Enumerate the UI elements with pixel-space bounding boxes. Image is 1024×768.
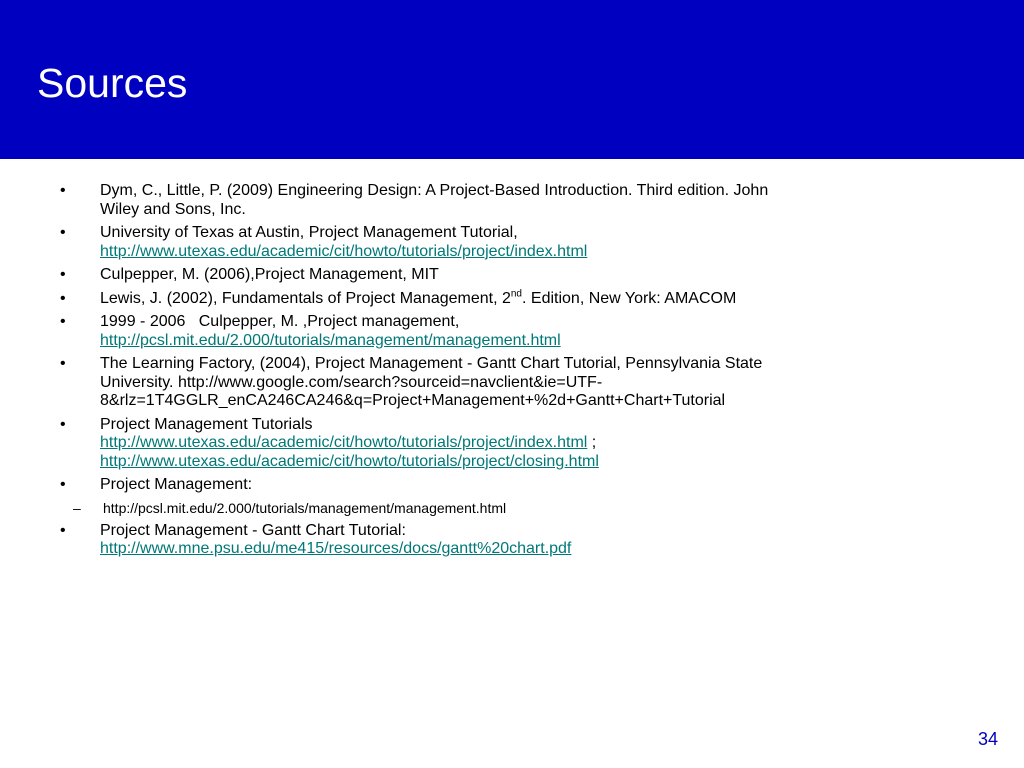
source-text: Lewis, J. (2002), Fundamentals of Project Management, 2 bbox=[100, 289, 511, 307]
source-item-dym bbox=[57, 182, 957, 219]
bullet-icon: • bbox=[60, 521, 66, 539]
source-text: Project Management - Gantt Chart Tutorial: bbox=[100, 521, 406, 539]
source-item-learning-factory bbox=[57, 355, 957, 411]
bullet-icon: • bbox=[60, 182, 66, 199]
title-bar bbox=[0, 0, 1024, 159]
source-item-gantt bbox=[57, 522, 957, 559]
source-text: Project Management: bbox=[100, 476, 253, 493]
source-link-utexas-closing[interactable]: http://www.utexas.edu/academic/cit/howto/tutorials/project/closing.html bbox=[100, 452, 599, 470]
source-text: University. http://www.google.com/search?sourceid=navclient&ie=UTF- bbox=[100, 373, 603, 391]
source-text: The Learning Factory, (2004), Project Management - Gantt Chart Tutorial, Pennsylvania State bbox=[100, 355, 763, 372]
source-item-pm-tutorials bbox=[57, 416, 957, 472]
page-number: 34 bbox=[977, 729, 998, 749]
bullet-icon: • bbox=[60, 224, 66, 241]
source-subitem-text: http://pcsl.mit.edu/2.000/tutorials/management/management.html bbox=[103, 499, 507, 516]
source-text: University of Texas at Austin, Project Management Tutorial, bbox=[100, 224, 518, 241]
source-link-line bbox=[100, 434, 957, 453]
slide-title: Sources bbox=[37, 60, 188, 106]
source-subitem bbox=[57, 500, 957, 517]
source-text: Dym, C., Little, P. (2009) Engineering Design: A Project-Based Introduction. Third edition. John bbox=[100, 182, 769, 199]
source-link-utexas-index[interactable]: http://www.utexas.edu/academic/cit/howto/tutorials/project/index.html bbox=[100, 434, 588, 451]
bullet-icon: • bbox=[60, 415, 66, 433]
source-link-mit-management[interactable]: http://pcsl.mit.edu/2.000/tutorials/management/management.html bbox=[100, 331, 561, 349]
source-link-psu-gantt[interactable]: http://www.mne.psu.edu/me415/resources/docs/gantt%20chart.pdf bbox=[100, 540, 572, 557]
sources-list-container bbox=[57, 182, 957, 564]
sources-list bbox=[57, 182, 957, 559]
source-item-utexas bbox=[57, 224, 957, 261]
source-text: Culpepper, M. (2006),Project Management, MIT bbox=[100, 266, 439, 283]
source-text: . Edition, New York: AMACOM bbox=[522, 289, 737, 307]
bullet-icon: • bbox=[60, 266, 66, 283]
bullet-icon: • bbox=[60, 313, 66, 330]
source-text: Wiley and Sons, Inc. bbox=[100, 200, 246, 218]
source-text: Project Management Tutorials bbox=[100, 415, 313, 433]
bullet-icon: • bbox=[60, 355, 66, 372]
link-separator: ; bbox=[587, 434, 597, 451]
source-text: 1999 - 2006 Culpepper, M. ,Project management, bbox=[100, 313, 460, 330]
source-item-lewis bbox=[57, 290, 957, 309]
bullet-icon: • bbox=[60, 476, 66, 493]
bullet-icon: • bbox=[60, 289, 66, 307]
source-item-culpepper-mit bbox=[57, 313, 957, 350]
source-item-pm bbox=[57, 476, 957, 517]
source-item-culpepper-2006 bbox=[57, 266, 957, 285]
source-text-line bbox=[100, 290, 957, 309]
dash-icon: – bbox=[73, 499, 81, 516]
source-link-utexas-index[interactable]: http://www.utexas.edu/academic/cit/howto/tutorials/project/index.html bbox=[100, 242, 588, 260]
ordinal-superscript: nd bbox=[510, 288, 522, 300]
source-text: 8&rlz=1T4GGLR_enCA246CA246&q=Project+Management+%2d+Gantt+Chart+Tutorial bbox=[100, 392, 726, 409]
